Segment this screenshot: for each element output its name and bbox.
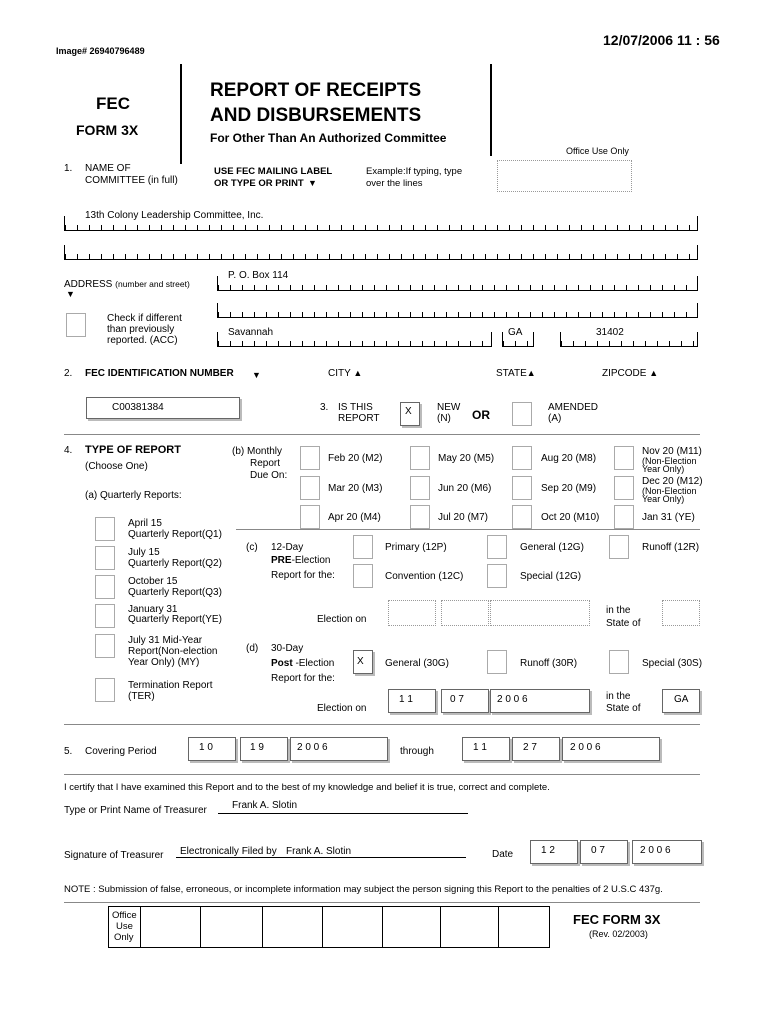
page-subtitle: For Other Than An Authorized Committee: [210, 131, 447, 145]
page-title-line2: AND DISBURSEMENTS: [210, 105, 422, 126]
post-election-on-label: Election on: [317, 703, 367, 714]
committee-label-2: COMMITTEE (in full): [85, 175, 178, 186]
m2-label: Feb 20 (M2): [328, 453, 383, 464]
monthly-label-2: Report: [250, 458, 281, 469]
pre-label-3: Report for the:: [271, 570, 335, 581]
m8-label: Aug 20 (M8): [541, 453, 597, 464]
through-label: through: [400, 746, 434, 757]
footer-form-label: FEC FORM 3X: [573, 912, 661, 927]
m12-label-3: Year Only): [642, 494, 685, 504]
zip-field[interactable]: [560, 332, 698, 347]
m12-label-2: (Non-Election: [642, 486, 697, 496]
treasurer-name-value[interactable]: Frank A. Slotin: [232, 800, 298, 811]
office-use-table: [108, 906, 550, 948]
mailing-label-1: USE FEC MAILING LABEL: [214, 166, 333, 177]
post-label-1: 30-Day: [271, 643, 304, 654]
state-value[interactable]: GA: [508, 327, 523, 338]
ter-checkbox[interactable]: [95, 678, 115, 702]
ye-checkbox[interactable]: [95, 604, 115, 628]
arrow-down-icon: ▼: [252, 370, 261, 380]
zip-value[interactable]: 31402: [596, 327, 624, 338]
divider: [64, 902, 700, 903]
section5-number: 5.: [64, 746, 73, 757]
committee-name-field-1[interactable]: [64, 216, 698, 231]
zip-label: ZIPCODE ▲: [602, 368, 659, 379]
my-label-3: Year Only) (MY): [128, 657, 200, 668]
pre-in-the-label: in the: [606, 605, 631, 616]
ye-month-checkbox[interactable]: [614, 505, 634, 529]
my-checkbox[interactable]: [95, 634, 115, 658]
certify-text: I certify that I have examined this Report and to the best of my knowledge and belief it is true, correct and complete.: [64, 782, 550, 793]
office-use-2: Use: [116, 921, 133, 932]
new-label-2: (N): [437, 413, 451, 424]
m3-label: Mar 20 (M3): [328, 483, 383, 494]
post-day-value: 0 7: [450, 694, 464, 705]
divider: [236, 529, 700, 530]
header-divider-left: [180, 64, 182, 164]
monthly-label-1: (b) Monthly: [232, 446, 283, 457]
image-number: Image# 26940796489: [56, 46, 145, 56]
special-12g-label: Special (12G): [520, 571, 582, 582]
ter-label-1: Termination Report: [128, 680, 213, 691]
penalty-note: NOTE : Submission of false, erroneous, or incomplete information may subject the person signing this Report to the penalties of 2 U.S.C 437g.: [64, 884, 663, 895]
m11-label-2: (Non-Election: [642, 456, 697, 466]
acc-label-2: than previously: [107, 324, 175, 335]
divider: [64, 434, 700, 435]
committee-name-value[interactable]: 13th Colony Leadership Committee, Inc.: [85, 210, 264, 221]
office-use-3: Only: [114, 932, 134, 943]
divider: [382, 906, 383, 948]
efiled-label: Electronically Filed by: [180, 846, 277, 857]
address-field-1[interactable]: [217, 276, 698, 291]
post-month-value: 1 1: [399, 694, 413, 705]
from-day-field[interactable]: [240, 737, 288, 761]
post-state-value: GA: [674, 694, 689, 705]
m3-checkbox[interactable]: [300, 476, 320, 500]
divider: [262, 906, 263, 948]
m2-checkbox[interactable]: [300, 446, 320, 470]
primary-12p-label: Primary (12P): [385, 542, 447, 553]
post-label-d: (d): [246, 643, 259, 654]
page-title-line1: REPORT OF RECEIPTS: [210, 80, 422, 101]
pre-day-field[interactable]: [441, 600, 489, 626]
divider: [440, 906, 441, 948]
treasurer-name-line: [218, 813, 468, 814]
primary-12p-checkbox[interactable]: [353, 535, 373, 559]
pre-state-of-label: State of: [606, 618, 641, 629]
quarterly-label: (a) Quarterly Reports:: [85, 490, 182, 501]
office-use-label: Office Use Only: [566, 146, 629, 156]
is-report-2: REPORT: [338, 413, 380, 424]
committee-name-field-2[interactable]: [64, 245, 698, 260]
general-30g-label: General (30G): [385, 658, 449, 669]
ye-label-1: January 31: [128, 604, 178, 615]
fec-label: FEC: [96, 94, 130, 113]
office-use-1: Office: [112, 910, 137, 921]
general-12g-label: General (12G): [520, 542, 584, 553]
office-use-box: [497, 160, 632, 192]
m11-label-1: Nov 20 (M11): [642, 446, 702, 457]
q1-checkbox[interactable]: [95, 517, 115, 541]
address-field-2[interactable]: [217, 303, 698, 318]
committee-label-1: NAME OF: [85, 163, 131, 174]
m12-label-1: Dec 20 (M12): [642, 476, 703, 487]
pre-label-c: (c): [246, 542, 258, 553]
state-label: STATE▲: [496, 368, 536, 379]
q1-label-2: Quarterly Report(Q1): [128, 529, 222, 540]
type-of-report-label: TYPE OF REPORT: [85, 444, 181, 456]
date-day-value: 0 7: [591, 845, 605, 856]
special-30s-label: Special (30S): [642, 658, 703, 669]
m7-checkbox[interactable]: [410, 505, 430, 529]
q3-label-2: Quarterly Report(Q3): [128, 587, 222, 598]
from-year-value: 2 0 0 6: [297, 742, 328, 753]
m9-label: Sep 20 (M9): [541, 483, 597, 494]
m10-label: Oct 20 (M10): [541, 512, 600, 523]
q2-label-2: Quarterly Report(Q2): [128, 558, 222, 569]
m5-label: May 20 (M5): [438, 453, 495, 464]
q3-checkbox[interactable]: [95, 575, 115, 599]
arrow-down-icon: ▼: [66, 289, 75, 299]
m10-checkbox[interactable]: [512, 505, 532, 529]
my-label-1: July 31 Mid-Year: [128, 635, 203, 646]
pre-label-2: PRE-Election: [271, 555, 331, 566]
footer-revision: (Rev. 02/2003): [589, 929, 648, 939]
pre-label-1: 12-Day: [271, 542, 304, 553]
m12-checkbox[interactable]: [614, 476, 634, 500]
to-month-value: 1 1: [473, 742, 487, 753]
post-label-3: Report for the:: [271, 673, 335, 684]
timestamp: 12/07/2006 11 : 56: [603, 32, 720, 48]
date-year-value: 2 0 0 6: [640, 845, 671, 856]
convention-12c-label: Convention (12C): [385, 571, 464, 582]
runoff-30r-checkbox[interactable]: [487, 650, 507, 674]
address-label: ADDRESS (number and street): [64, 279, 190, 290]
section2-number: 2.: [64, 368, 73, 379]
m5-checkbox[interactable]: [410, 446, 430, 470]
efiled-name: Frank A. Slotin: [286, 846, 352, 857]
post-year-value: 2 0 0 6: [497, 694, 528, 705]
amended-label-1: AMENDED: [548, 402, 599, 413]
special-30s-checkbox[interactable]: [609, 650, 629, 674]
post-in-the-label: in the: [606, 691, 631, 702]
section3-number: 3.: [320, 402, 329, 413]
header-divider-right: [490, 64, 492, 156]
ter-label-2: (TER): [128, 691, 155, 702]
m6-label: Jun 20 (M6): [438, 483, 492, 494]
m9-checkbox[interactable]: [512, 476, 532, 500]
m11-checkbox[interactable]: [614, 446, 634, 470]
divider: [64, 774, 700, 775]
q1-label-1: April 15: [128, 518, 162, 529]
city-value[interactable]: Savannah: [228, 327, 274, 338]
post-day-field[interactable]: [441, 689, 489, 713]
m4-checkbox[interactable]: [300, 505, 320, 529]
choose-one-label: (Choose One): [85, 461, 148, 472]
date-label: Date: [492, 849, 514, 860]
fec-id-value: C00381384: [112, 402, 164, 413]
m6-checkbox[interactable]: [410, 476, 430, 500]
my-label-2: Report(Non-election: [128, 646, 218, 657]
arrow-down-icon: ▼: [308, 178, 317, 188]
example-text-1: Example:If typing, type: [366, 166, 463, 177]
pre-year-field[interactable]: [490, 600, 590, 626]
pre-month-field[interactable]: [388, 600, 436, 626]
divider: [140, 906, 141, 948]
example-text-2: over the lines: [366, 178, 423, 189]
acc-label-3: reported. (ACC): [107, 335, 178, 346]
runoff-12r-checkbox[interactable]: [609, 535, 629, 559]
from-month-value: 1 0: [199, 742, 213, 753]
general-12g-checkbox[interactable]: [487, 535, 507, 559]
mailing-label-2: OR TYPE OR PRINT: [214, 178, 304, 189]
amended-checkbox[interactable]: [512, 402, 532, 426]
form-label: FORM 3X: [76, 122, 139, 138]
general-30g-checkmark: X: [357, 656, 364, 667]
address-value[interactable]: P. O. Box 114: [228, 270, 289, 281]
signature-line: [176, 857, 466, 858]
fec-id-label: FEC IDENTIFICATION NUMBER: [85, 368, 234, 379]
post-label-2: Post -Election: [271, 658, 335, 669]
divider: [498, 906, 499, 948]
or-label: OR: [472, 408, 490, 422]
to-day-value: 2 7: [523, 742, 537, 753]
runoff-12r-label: Runoff (12R): [642, 542, 700, 553]
acc-checkbox[interactable]: [66, 313, 86, 337]
q2-label-1: July 15: [128, 547, 160, 558]
convention-12c-checkbox[interactable]: [353, 564, 373, 588]
section1-number: 1.: [64, 163, 73, 174]
ye-month-label: Jan 31 (YE): [642, 512, 695, 523]
new-label-1: NEW: [437, 402, 461, 413]
treasurer-name-label: Type or Print Name of Treasurer: [64, 805, 207, 816]
city-field[interactable]: [217, 332, 492, 347]
state-field[interactable]: [502, 332, 534, 347]
post-state-of-label: State of: [606, 703, 641, 714]
new-checkmark: X: [405, 406, 412, 417]
q3-label-1: October 15: [128, 576, 178, 587]
q2-checkbox[interactable]: [95, 546, 115, 570]
section4-number: 4.: [64, 445, 73, 456]
divider: [322, 906, 323, 948]
is-report-1: IS THIS: [338, 402, 373, 413]
signature-label: Signature of Treasurer: [64, 850, 164, 861]
runoff-30r-label: Runoff (30R): [520, 658, 578, 669]
divider: [64, 724, 700, 725]
to-year-value: 2 0 0 6: [570, 742, 601, 753]
special-12g-checkbox[interactable]: [487, 564, 507, 588]
date-month-value: 1 2: [541, 845, 555, 856]
city-label: CITY ▲: [328, 368, 363, 379]
acc-label-1: Check if different: [107, 313, 182, 324]
from-day-value: 1 9: [250, 742, 264, 753]
covering-period-label: Covering Period: [85, 746, 157, 757]
pre-election-on-label: Election on: [317, 614, 367, 625]
m8-checkbox[interactable]: [512, 446, 532, 470]
pre-state-field[interactable]: [662, 600, 700, 626]
m4-label: Apr 20 (M4): [328, 512, 381, 523]
ye-label-2: Quarterly Report(YE): [128, 614, 222, 625]
monthly-label-3: Due On:: [250, 470, 288, 481]
m11-label-3: Year Only): [642, 464, 685, 474]
m7-label: Jul 20 (M7): [438, 512, 489, 523]
divider: [200, 906, 201, 948]
amended-label-2: (A): [548, 413, 562, 424]
